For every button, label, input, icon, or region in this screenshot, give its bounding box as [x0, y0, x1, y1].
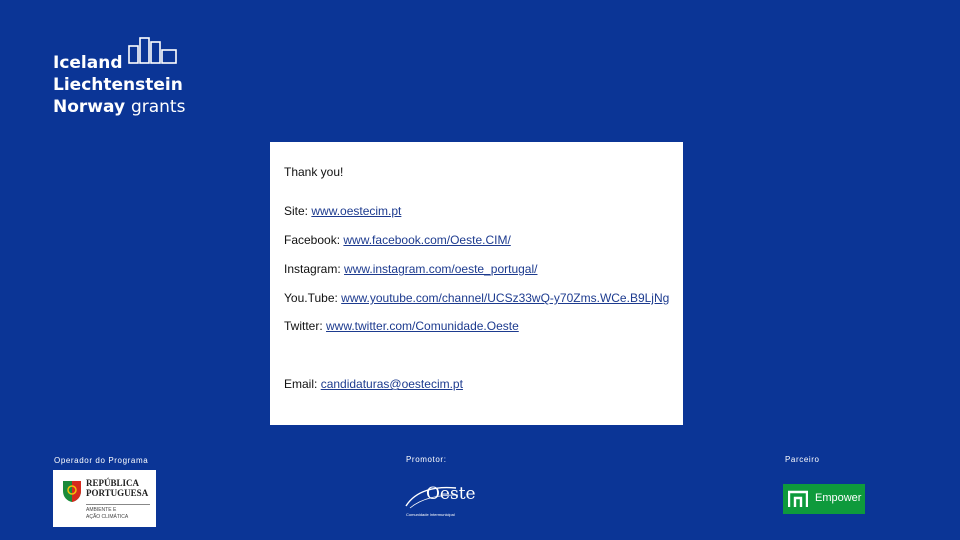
oeste-name: Oeste — [426, 484, 476, 504]
site-link[interactable]: www.oestecim.pt — [311, 204, 402, 218]
instagram-row — [284, 262, 537, 276]
promoter-label: Promotor: — [406, 455, 447, 464]
empower-logo — [783, 484, 865, 514]
empower-name: Empower — [815, 492, 862, 504]
youtube-label: You.Tube: — [284, 291, 338, 305]
logo-line-iceland: Iceland — [53, 53, 123, 73]
facebook-row — [284, 233, 511, 247]
instagram-link[interactable]: www.instagram.com/oeste_portugal/ — [344, 262, 538, 276]
twitter-label: Twitter: — [284, 319, 323, 333]
twitter-row — [284, 319, 519, 333]
oeste-logo — [402, 480, 488, 527]
logo-line-norway — [53, 96, 185, 118]
rp-divider — [86, 504, 150, 505]
rp-line3: AMBIENTE E — [86, 507, 117, 513]
portugal-flag-icon — [61, 479, 83, 503]
eea-grants-mark-icon — [128, 34, 178, 64]
rp-line4: AÇÃO CLIMÁTICA — [86, 514, 129, 520]
logo-norway: Norway — [53, 97, 126, 117]
instagram-label: Instagram: — [284, 262, 341, 276]
email-link[interactable]: candidaturas@oestecim.pt — [320, 377, 463, 391]
logo-line-liechtenstein: Liechtenstein — [53, 75, 183, 95]
youtube-link[interactable]: www.youtube.com/channel/UCSz33wQ-y70Zms.WCe.B9LjNg — [341, 291, 670, 305]
card-title: Thank you! — [284, 165, 344, 179]
operator-label: Operador do Programa — [54, 456, 149, 465]
facebook-link[interactable]: www.facebook.com/Oeste.CIM/ — [343, 233, 511, 247]
contact-card — [270, 142, 683, 425]
republica-portuguesa-logo — [53, 470, 156, 527]
email-row — [284, 377, 463, 391]
oeste-tagline: Comunidade Intermunicipal — [406, 512, 455, 517]
rp-line1: REPÚBLICA — [86, 478, 140, 488]
empower-mark-icon — [788, 490, 808, 508]
site-row — [284, 204, 401, 218]
site-label: Site: — [284, 204, 309, 218]
logo-grants: grants — [130, 97, 186, 117]
partner-label: Parceiro — [785, 455, 820, 464]
youtube-row — [284, 291, 669, 305]
rp-line2: PORTUGUESA — [86, 488, 149, 498]
twitter-link[interactable]: www.twitter.com/Comunidade.Oeste — [326, 319, 519, 333]
email-label: Email: — [284, 377, 318, 391]
facebook-label: Facebook: — [284, 233, 341, 247]
